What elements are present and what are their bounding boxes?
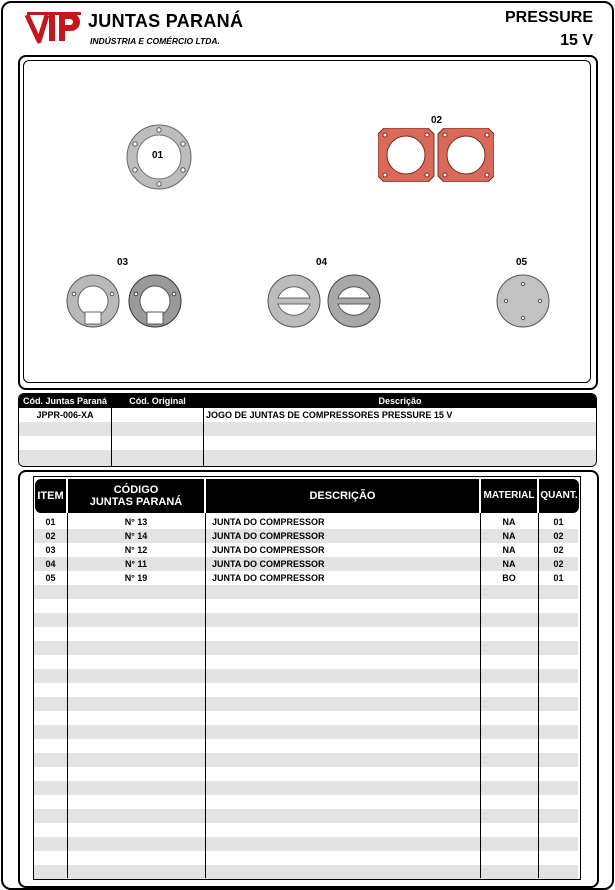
model-name: PRESSURE [504,9,593,26]
table-row [34,823,578,837]
table-row [34,865,578,879]
table-row [34,683,578,697]
table-row [34,627,578,641]
table-row [34,585,578,599]
description-cell: JUNTA DO COMPRESSOR [212,559,325,569]
material-cell: NA [502,531,516,541]
item-cell: 02 [45,531,56,541]
table-row [34,655,578,669]
table-row [34,795,578,809]
quantity-cell: 01 [553,573,564,583]
column-divider [111,394,112,466]
item-cell: 05 [45,573,56,583]
table-row [34,557,578,571]
column-header-material: MATERIAL [481,479,537,513]
code-cell: N° 13 [124,517,148,527]
column-divider [480,513,481,878]
item-cell: 01 [45,517,56,527]
quantity-cell: 01 [553,517,564,527]
quantity-cell: 02 [553,559,564,569]
column-divider [538,513,539,878]
column-header-code-line1: CÓDIGO [113,484,159,496]
table-row [34,669,578,683]
column-divider [205,513,206,878]
material-cell: BO [502,573,516,583]
table-row [34,711,578,725]
table-row [34,515,578,529]
table-row [34,613,578,627]
part-label-01: 01 [152,150,164,161]
table-row [34,571,578,585]
table-row [34,599,578,613]
column-header-item: ITEM [35,479,66,513]
code-cell: N° 11 [124,559,148,569]
gasket-04-image [267,274,383,328]
info-row-blank [19,436,596,450]
column-header-description: DESCRIÇÃO [206,479,479,513]
juntas-parana-logo [25,9,83,45]
description-cell: JUNTA DO COMPRESSOR [212,517,325,527]
column-divider [203,394,204,466]
part-label-04: 04 [316,257,328,268]
table-row [34,725,578,739]
descricao-value: JOGO DE JUNTAS DE COMPRESSORES PRESSURE 15 V [206,410,453,420]
table-row [34,767,578,781]
table-row [34,641,578,655]
table-row [34,781,578,795]
table-row [34,837,578,851]
info-table [18,393,597,467]
model-voltage: 15 V [560,32,593,49]
code-cell: N° 12 [124,545,148,555]
column-header-quantity: QUANT. [539,479,579,513]
part-label-02: 02 [431,115,443,126]
header-cod-juntas-parana: Cód. Juntas Paraná [22,396,108,406]
quantity-cell: 02 [553,545,564,555]
code-cell: N° 19 [124,573,148,583]
header-descricao: Descrição [378,396,422,406]
table-row [34,809,578,823]
item-cell: 03 [45,545,56,555]
part-label-03: 03 [117,257,129,268]
table-row [34,697,578,711]
description-cell: JUNTA DO COMPRESSOR [212,531,325,541]
material-cell: NA [502,559,516,569]
brand-subtitle: INDÚSTRIA E COMÉRCIO LTDA. [90,36,220,46]
column-header-code-line2: JUNTAS PARANÁ [89,496,183,508]
brand-name: JUNTAS PARANÁ [88,11,244,31]
table-row [34,543,578,557]
gasket-03-image [66,274,184,328]
table-row [34,529,578,543]
code-cell: N° 14 [124,531,148,541]
material-cell: NA [502,545,516,555]
part-label-05: 05 [516,257,528,268]
column-header-code [68,479,204,513]
quantity-cell: 02 [553,531,564,541]
table-row [34,851,578,865]
table-row [34,739,578,753]
parts-figure [23,60,591,383]
gasket-02-image [378,128,494,182]
cod-juntas-parana-value: JPPR-006-XA [36,410,94,420]
gasket-05-image [496,274,550,328]
item-cell: 04 [45,559,56,569]
info-row-blank [19,450,596,466]
column-divider [67,513,68,878]
info-row-blank [19,422,596,436]
description-cell: JUNTA DO COMPRESSOR [212,545,325,555]
header-cod-original: Cód. Original [129,396,186,406]
model-title [505,6,593,52]
material-cell: NA [502,517,516,527]
description-cell: JUNTA DO COMPRESSOR [212,573,325,583]
table-row [34,753,578,767]
